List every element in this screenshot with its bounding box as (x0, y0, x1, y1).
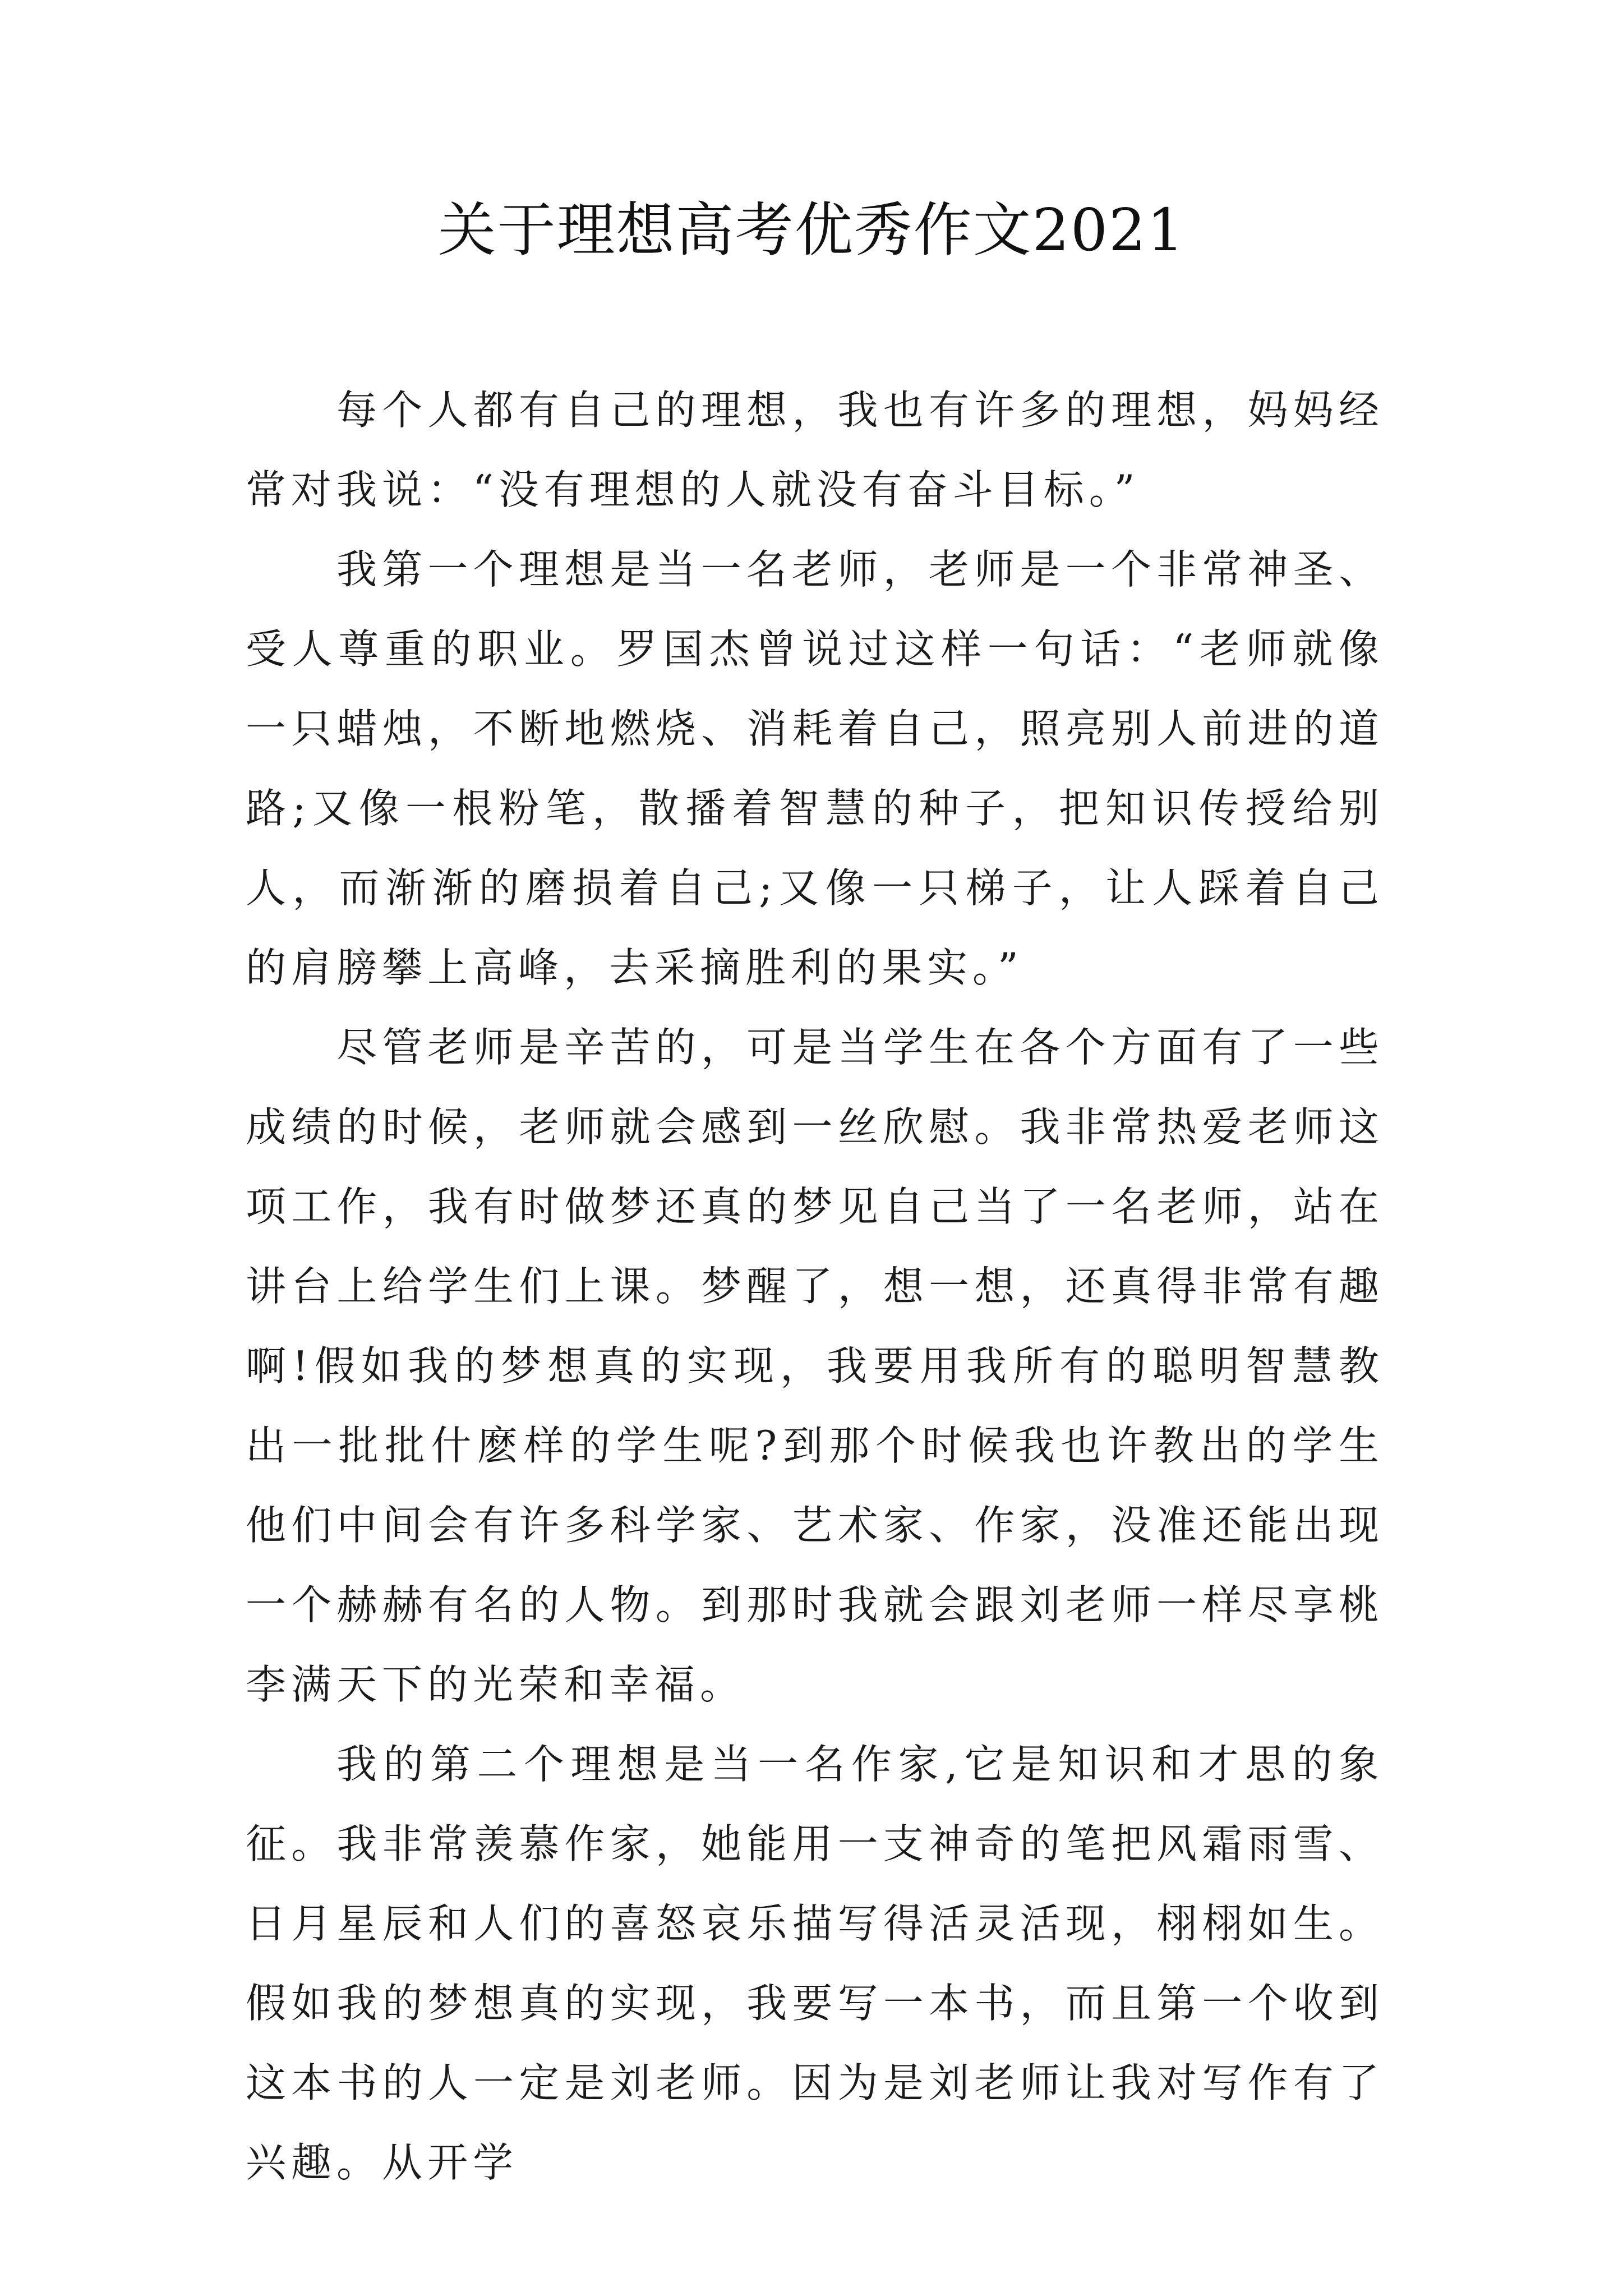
document-body (246, 370, 1384, 2202)
paragraph-4: 我的第二个理想是当一名作家,它是知识和才思的象征。我非常羡慕作家，她能用一支神奇的笔把风霜雨雪、日月星辰和人们的喜怒哀乐描写得活灵活现，栩栩如生。假如我的梦想真的实现，我要写一本书，而且第一个收到这本书的人一定是刘老师。因为是刘老师让我对写作有了兴趣。从开学 (246, 1741, 1384, 2186)
paragraph-2: 我第一个理想是当一名老师，老师是一个非常神圣、受人尊重的职业。罗国杰曾说过这样一句话：“老师就像一只蜡烛，不断地燃烧、消耗着自己，照亮别人前进的道路;又像一根粉笔，散播着智慧的种子，把知识传授给别人，而渐渐的磨损着自己;又像一只梯子，让人踩着自己的肩膀攀上高峰，去采摘胜利的果实。” (246, 546, 1384, 991)
paragraph-3: 尽管老师是辛苦的，可是当学生在各个方面有了一些成绩的时候，老师就会感到一丝欣慰。我非常热爱老师这项工作，我有时做梦还真的梦见自己当了一名老师，站在讲台上给学生们上课。梦醒了，想一想，还真得非常有趣啊!假如我的梦想真的实现，我要用我所有的聪明智慧教出一批批什麽样的学生呢?到那个时候我也许教出的学生他们中间会有许多科学家、艺术家、作家，没准还能出现一个赫赫有名的人物。到那时我就会跟刘老师一样尽享桃李满天下的光荣和幸福。 (246, 1024, 1384, 1708)
document-title: 关于理想高考优秀作文2021 (437, 196, 1186, 264)
paragraph-1: 每个人都有自己的理想，我也有许多的理想，妈妈经常对我说：“没有理想的人就没有奋斗目标。” (246, 386, 1384, 513)
